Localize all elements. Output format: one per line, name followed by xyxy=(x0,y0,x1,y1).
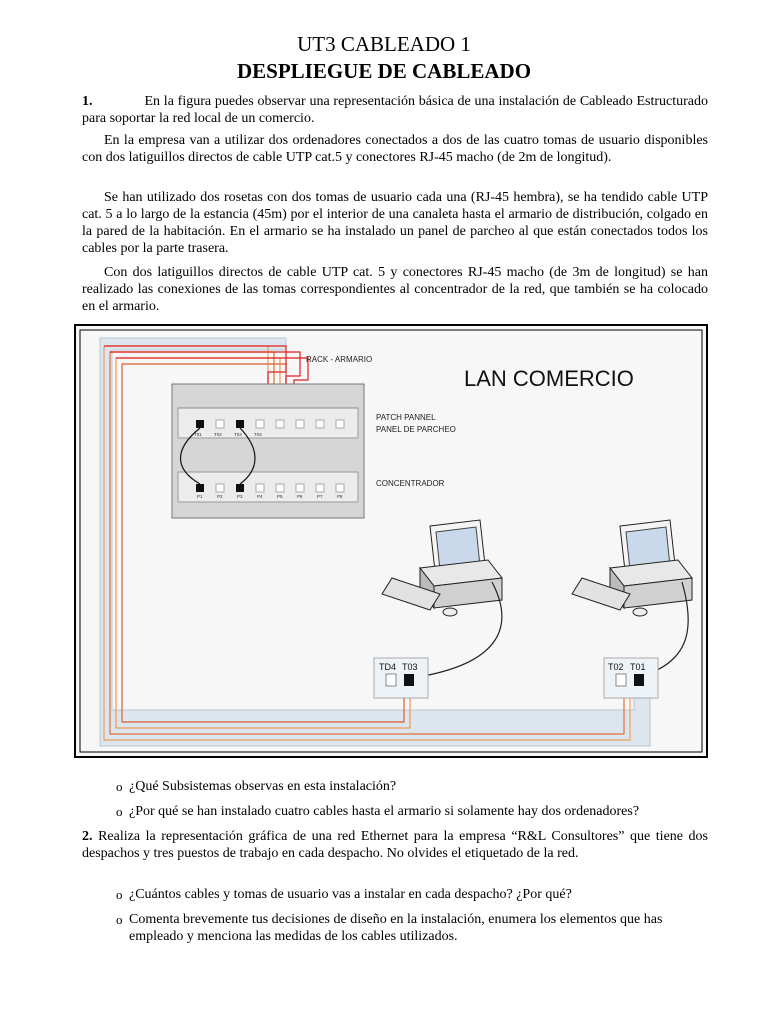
patch-panel-label-2: PANEL DE PARCHEO xyxy=(376,425,456,434)
outlet-left-label-2: T03 xyxy=(402,662,418,672)
patch-port-label-1: T01 xyxy=(194,432,202,437)
hub-port-label-7: P7 xyxy=(317,494,323,499)
question-1-2 xyxy=(116,803,706,820)
paragraph-2: En la empresa van a utilizar dos ordenadores conectados a dos de las cuatro tomas de usuario disponibles con dos latiguillos directos de cable UTP cat.5 y conectores RJ-45 macho (de 2m de longitud). xyxy=(82,133,708,165)
document-title: UT3 CABLEADO 1 xyxy=(297,32,471,56)
question-2-2 xyxy=(116,911,706,945)
lan-title: LAN COMERCIO xyxy=(464,366,634,391)
bullet-mark: o xyxy=(116,887,123,902)
hub-port-label-4: P4 xyxy=(257,494,263,499)
question-1-1 xyxy=(116,778,706,795)
outlet-right-label-2: T01 xyxy=(630,662,646,672)
document-subtitle: DESPLIEGUE DE CABLEADO xyxy=(236,59,532,83)
exercise-number-1: 1. xyxy=(82,94,93,109)
hub-port-label-2: P2 xyxy=(217,494,223,499)
outlet-right-label-1: T02 xyxy=(608,662,624,672)
question-text: ¿Qué Subsistemas observas en esta instalación? xyxy=(129,779,397,794)
patch-port-label-3: T03 xyxy=(234,432,242,437)
paragraph-3: Se han utilizado dos rosetas con dos tomas de usuario cada una (RJ-45 hembra), se ha tendido cable UTP cat. 5 a lo largo de la estancia (45m) por el interior de una canaleta hasta el armario de distribución, colgado en la pared de la habitación. En el armario se ha instalado un panel de parcheo al que están conectados todos los cables por la parte trasera. xyxy=(82,190,708,256)
bullet-mark: o xyxy=(116,912,123,927)
lan-diagram xyxy=(74,324,708,758)
bullet-mark: o xyxy=(116,804,123,819)
paragraph-4: Con dos latiguillos directos de cable UTP cat. 5 y conectores RJ-45 macho (de 3m de longitud) se han realizado las conexiones de las tomas correspondientes al concentrador de la red, que también se ha colocado en el armario. xyxy=(82,265,708,314)
question-text: ¿Cuántos cables y tomas de usuario vas a instalar en cada despacho? ¿Por qué? xyxy=(129,887,572,902)
concentrator-label: CONCENTRADOR xyxy=(376,479,445,488)
patch-port-label-4: T04 xyxy=(254,432,262,437)
patch-port-label-2: T02 xyxy=(214,432,222,437)
rack-label: RACK - ARMARIO xyxy=(306,355,373,364)
hub-port-label-6: P6 xyxy=(297,494,303,499)
paragraph-1 xyxy=(82,93,708,127)
exercise-number-2: 2. xyxy=(82,829,93,844)
patch-panel-label-1: PATCH PANNEL xyxy=(376,413,436,422)
hub-port-label-3: P3 xyxy=(237,494,243,499)
question-2-1 xyxy=(116,886,706,903)
exercise-2-text: Realiza la representación gráfica de una red Ethernet para la empresa “R&L Consultores” que tiene dos despachos y tres puestos de trabajo en cada despacho. No olvides el etiquetado de la red. xyxy=(82,829,708,861)
hub-port-label-5: P5 xyxy=(277,494,283,499)
hub-port-label-8: P8 xyxy=(337,494,343,499)
bullet-mark: o xyxy=(116,779,123,794)
hub-port-label-1: P1 xyxy=(197,494,203,499)
question-text: ¿Por qué se han instalado cuatro cables hasta el armario si solamente hay dos ordenadores? xyxy=(129,804,640,819)
paragraph-1-text: En la figura puedes observar una representación básica de una instalación de Cableado Estructurado para soportar la red local de un comercio. xyxy=(82,94,708,126)
question-text: Comenta brevemente tus decisiones de diseño en la instalación, enumera los elementos que has empleado y menciona las medidas de los cables utilizados. xyxy=(129,912,663,944)
paragraph-exercise-2 xyxy=(82,828,708,862)
outlet-left-label-1: TD4 xyxy=(379,662,397,672)
